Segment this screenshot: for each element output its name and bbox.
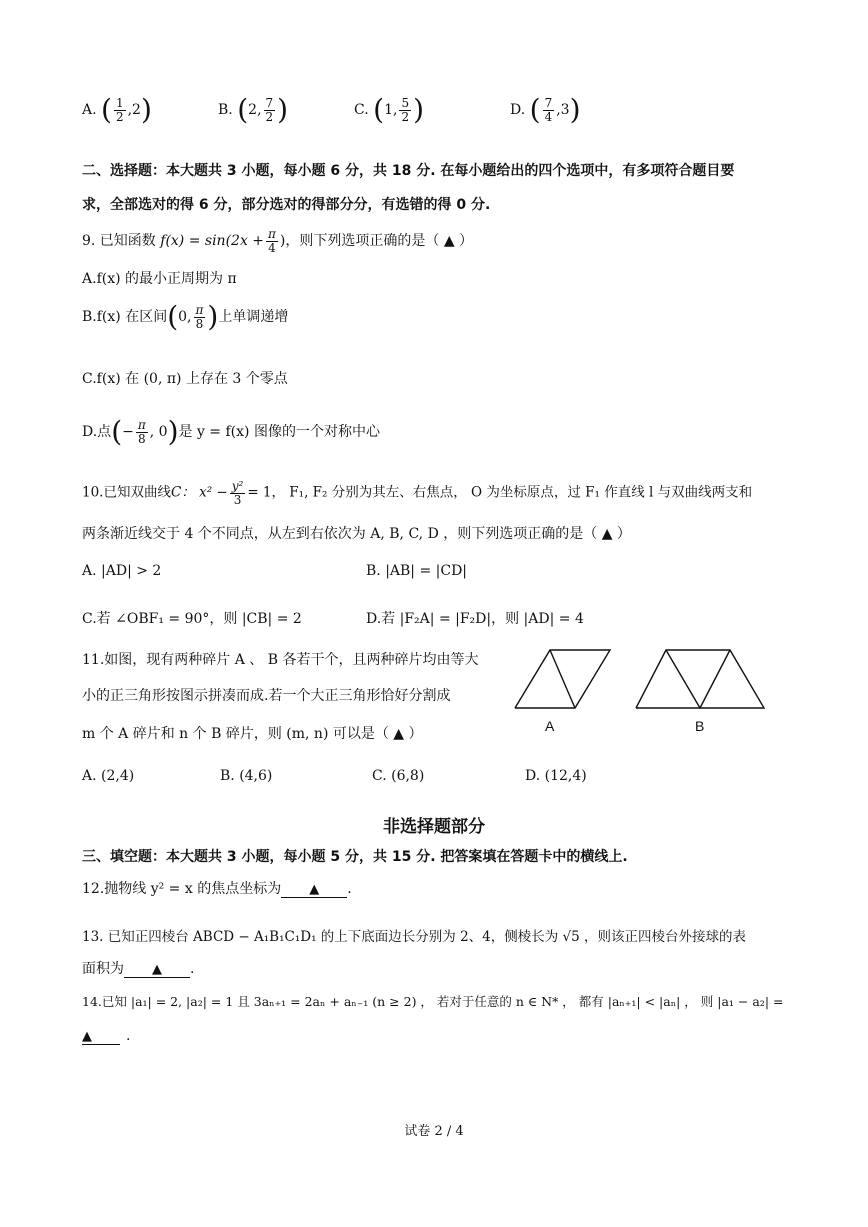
option-text: f(x) 的最小正周期为 π — [96, 271, 237, 287]
stem-function: f(x) = sin(2x + — [160, 233, 265, 250]
numerator: 5 — [401, 95, 410, 110]
figure-piece-b — [632, 646, 772, 716]
q9-option-b: B.f(x) 在区间(0, $\frac{\pi}{8}$ )上单调递增 — [82, 300, 289, 333]
figure-b-label: B — [695, 718, 705, 734]
fraction — [136, 419, 148, 445]
denominator: 8 — [137, 431, 146, 446]
q8-option-b: B. (2, $\frac{7}{2}$ ) — [218, 93, 289, 126]
curve-expression: C： x² − — [170, 484, 228, 501]
numerator: 7 — [265, 95, 274, 110]
option-text-tail: 上单调递增 — [218, 309, 289, 325]
answer-blank: ▲ — [82, 1029, 120, 1045]
q14-line2 — [82, 1028, 130, 1045]
q9-option-c — [82, 368, 288, 388]
q10-option-c: C.若 ∠OBF₁ = 90°，则 |CB| = 2 — [82, 611, 302, 627]
q14-end: . — [126, 1028, 131, 1044]
stem-prefix: 10.已知双曲线 — [82, 484, 171, 501]
q10-stem-line1 — [82, 480, 752, 506]
option-letter: D. — [510, 102, 526, 118]
numerator: 1 — [115, 95, 124, 110]
numerator: 7 — [544, 95, 553, 110]
figure-piece-a — [510, 646, 620, 716]
denominator: 2 — [401, 109, 410, 124]
fraction — [399, 97, 411, 123]
option-letter: A. — [82, 271, 97, 287]
q10-stem-line2: 两条渐近线交于 4 个不同点，从左到右依次为 A, B, C, D ，则下列选项正确的是（ ▲ ） — [82, 526, 631, 542]
value: 1 — [384, 102, 393, 118]
q9-stem — [82, 228, 473, 254]
option-letter: C. — [354, 102, 369, 118]
numerator: π — [268, 227, 276, 241]
q8-option-a: A. ( $\frac{1}{2}$ ,2) — [82, 93, 152, 126]
fraction — [543, 97, 555, 123]
denominator: 2 — [265, 109, 274, 124]
q8-option-d: D. ( $\frac{7}{4}$ ,3) — [510, 93, 581, 126]
q14-line1: 14.已知 |a₁| = 2, |a₂| = 1 且 3aₙ₊₁ = 2aₙ + aₙ₋₁ (n ≥ 2) ， 若对于任意的 n ∈ N* ， 都有 |aₙ₊₁| < |aₙ| ， 则 |a₁ − a₂| = — [82, 994, 784, 1009]
value: 2 — [248, 102, 258, 118]
q9-option-d: D.点(− $\frac{\pi}{8}$ , 0)是 y = f(x) 图像的一个对称中心 — [82, 415, 380, 448]
value: 3 — [560, 102, 570, 118]
piece-b-inner-line-2 — [700, 650, 730, 708]
option-letter: A. — [82, 102, 97, 118]
q11-option-c: C. (6,8) — [372, 768, 425, 784]
piece-a-inner-line — [550, 650, 575, 708]
option-text-tail: 是 y = f(x) 图像的一个对称中心 — [178, 424, 380, 440]
q9-option-a — [82, 268, 237, 288]
answer-blank: ▲ — [124, 962, 190, 978]
value: 0, — [178, 309, 192, 325]
option-letter: B. — [218, 102, 233, 118]
q12-text: 12.抛物线 y² = x 的焦点坐标为 — [82, 881, 282, 897]
part2-title: 非选择题部分 — [383, 817, 485, 837]
option-letter: B. — [82, 309, 97, 325]
denominator: 4 — [268, 240, 276, 255]
numerator: π — [195, 302, 204, 317]
figure-a-label: A — [545, 718, 555, 734]
section2-line2: 求，全部选对的得 6 分，部分选对的得部分分，有选错的得 0 分. — [82, 197, 491, 213]
fraction — [114, 97, 126, 123]
q13-line2 — [82, 958, 194, 978]
section2-line1: 二、选择题：本大题共 3 小题，每小题 6 分，共 18 分. 在每小题给出的四个选项中，有多项符合题目要 — [82, 163, 735, 179]
denominator: 2 — [115, 109, 124, 124]
q12 — [82, 878, 352, 898]
denominator: 4 — [544, 109, 553, 124]
q8-option-c: C. (1, $\frac{5}{2}$ ) — [354, 93, 425, 126]
minus-sign: − — [122, 424, 134, 440]
denominator: 8 — [195, 316, 204, 331]
q12-end: . — [347, 881, 352, 897]
option-letter: C. — [82, 371, 97, 387]
piece-b-outline — [636, 650, 764, 708]
q11-option-a: A. (2,4) — [82, 768, 135, 784]
q10-option-a: A. |AD| > 2 — [82, 563, 162, 579]
q11-stem-line3: m 个 A 碎片和 n 个 B 碎片，则 (m, n) 可以是（ ▲ ） — [82, 726, 423, 742]
value: 2 — [132, 102, 141, 118]
value: , 0 — [149, 424, 168, 440]
q13-line1: 13. 已知正四棱台 ABCD − A₁B₁C₁D₁ 的上下底面边长分别为 2、4，侧棱长为 √5 ，则该正四棱台外接球的表 — [82, 929, 747, 945]
piece-b-inner-line-1 — [666, 650, 700, 708]
section3-header: 三、填空题：本大题共 3 小题，每小题 5 分，共 15 分. 把答案填在答题卡中的横线上. — [82, 849, 628, 865]
fraction — [264, 97, 276, 123]
option-text: f(x) 在 (0, π) 上存在 3 个零点 — [96, 371, 288, 387]
denominator: 3 — [233, 492, 242, 507]
answer-blank: ▲ — [281, 882, 347, 898]
stem-suffix: )，则下列选项正确的是（ ▲ ） — [279, 233, 474, 250]
q10-option-d: D.若 |F₂A| = |F₂D|，则 |AD| = 4 — [366, 611, 584, 627]
stem-prefix: 9. 已知函数 — [82, 233, 156, 250]
q13-text: 面积为 — [82, 961, 124, 977]
fraction — [194, 304, 206, 330]
option-text: f(x) 在区间 — [96, 309, 168, 325]
q11-option-d: D. (12,4) — [525, 768, 587, 784]
q11-stem-line2: 小的正三角形按图示拼凑而成.若一个大正三角形恰好分割成 — [82, 688, 451, 704]
stem-rest: = 1， F₁, F₂ 分别为其左、右焦点， O 为坐标原点，过 F₁ 作直线 l 与双曲线两支和 — [247, 484, 753, 501]
q11-option-b: B. (4,6) — [220, 768, 273, 784]
q11-stem-line1: 11.如图，现有两种碎片 A 、 B 各若干个，且两种碎片均由等大 — [82, 652, 479, 668]
page-footer: 试卷 2 / 4 — [404, 1124, 464, 1139]
q10-option-b: B. |AB| = |CD| — [366, 563, 468, 579]
fraction — [230, 480, 246, 506]
option-letter: D.点 — [82, 424, 112, 440]
fraction — [266, 228, 278, 254]
q13-end: . — [190, 961, 195, 977]
numerator: y² — [231, 479, 244, 493]
numerator: π — [137, 417, 146, 432]
